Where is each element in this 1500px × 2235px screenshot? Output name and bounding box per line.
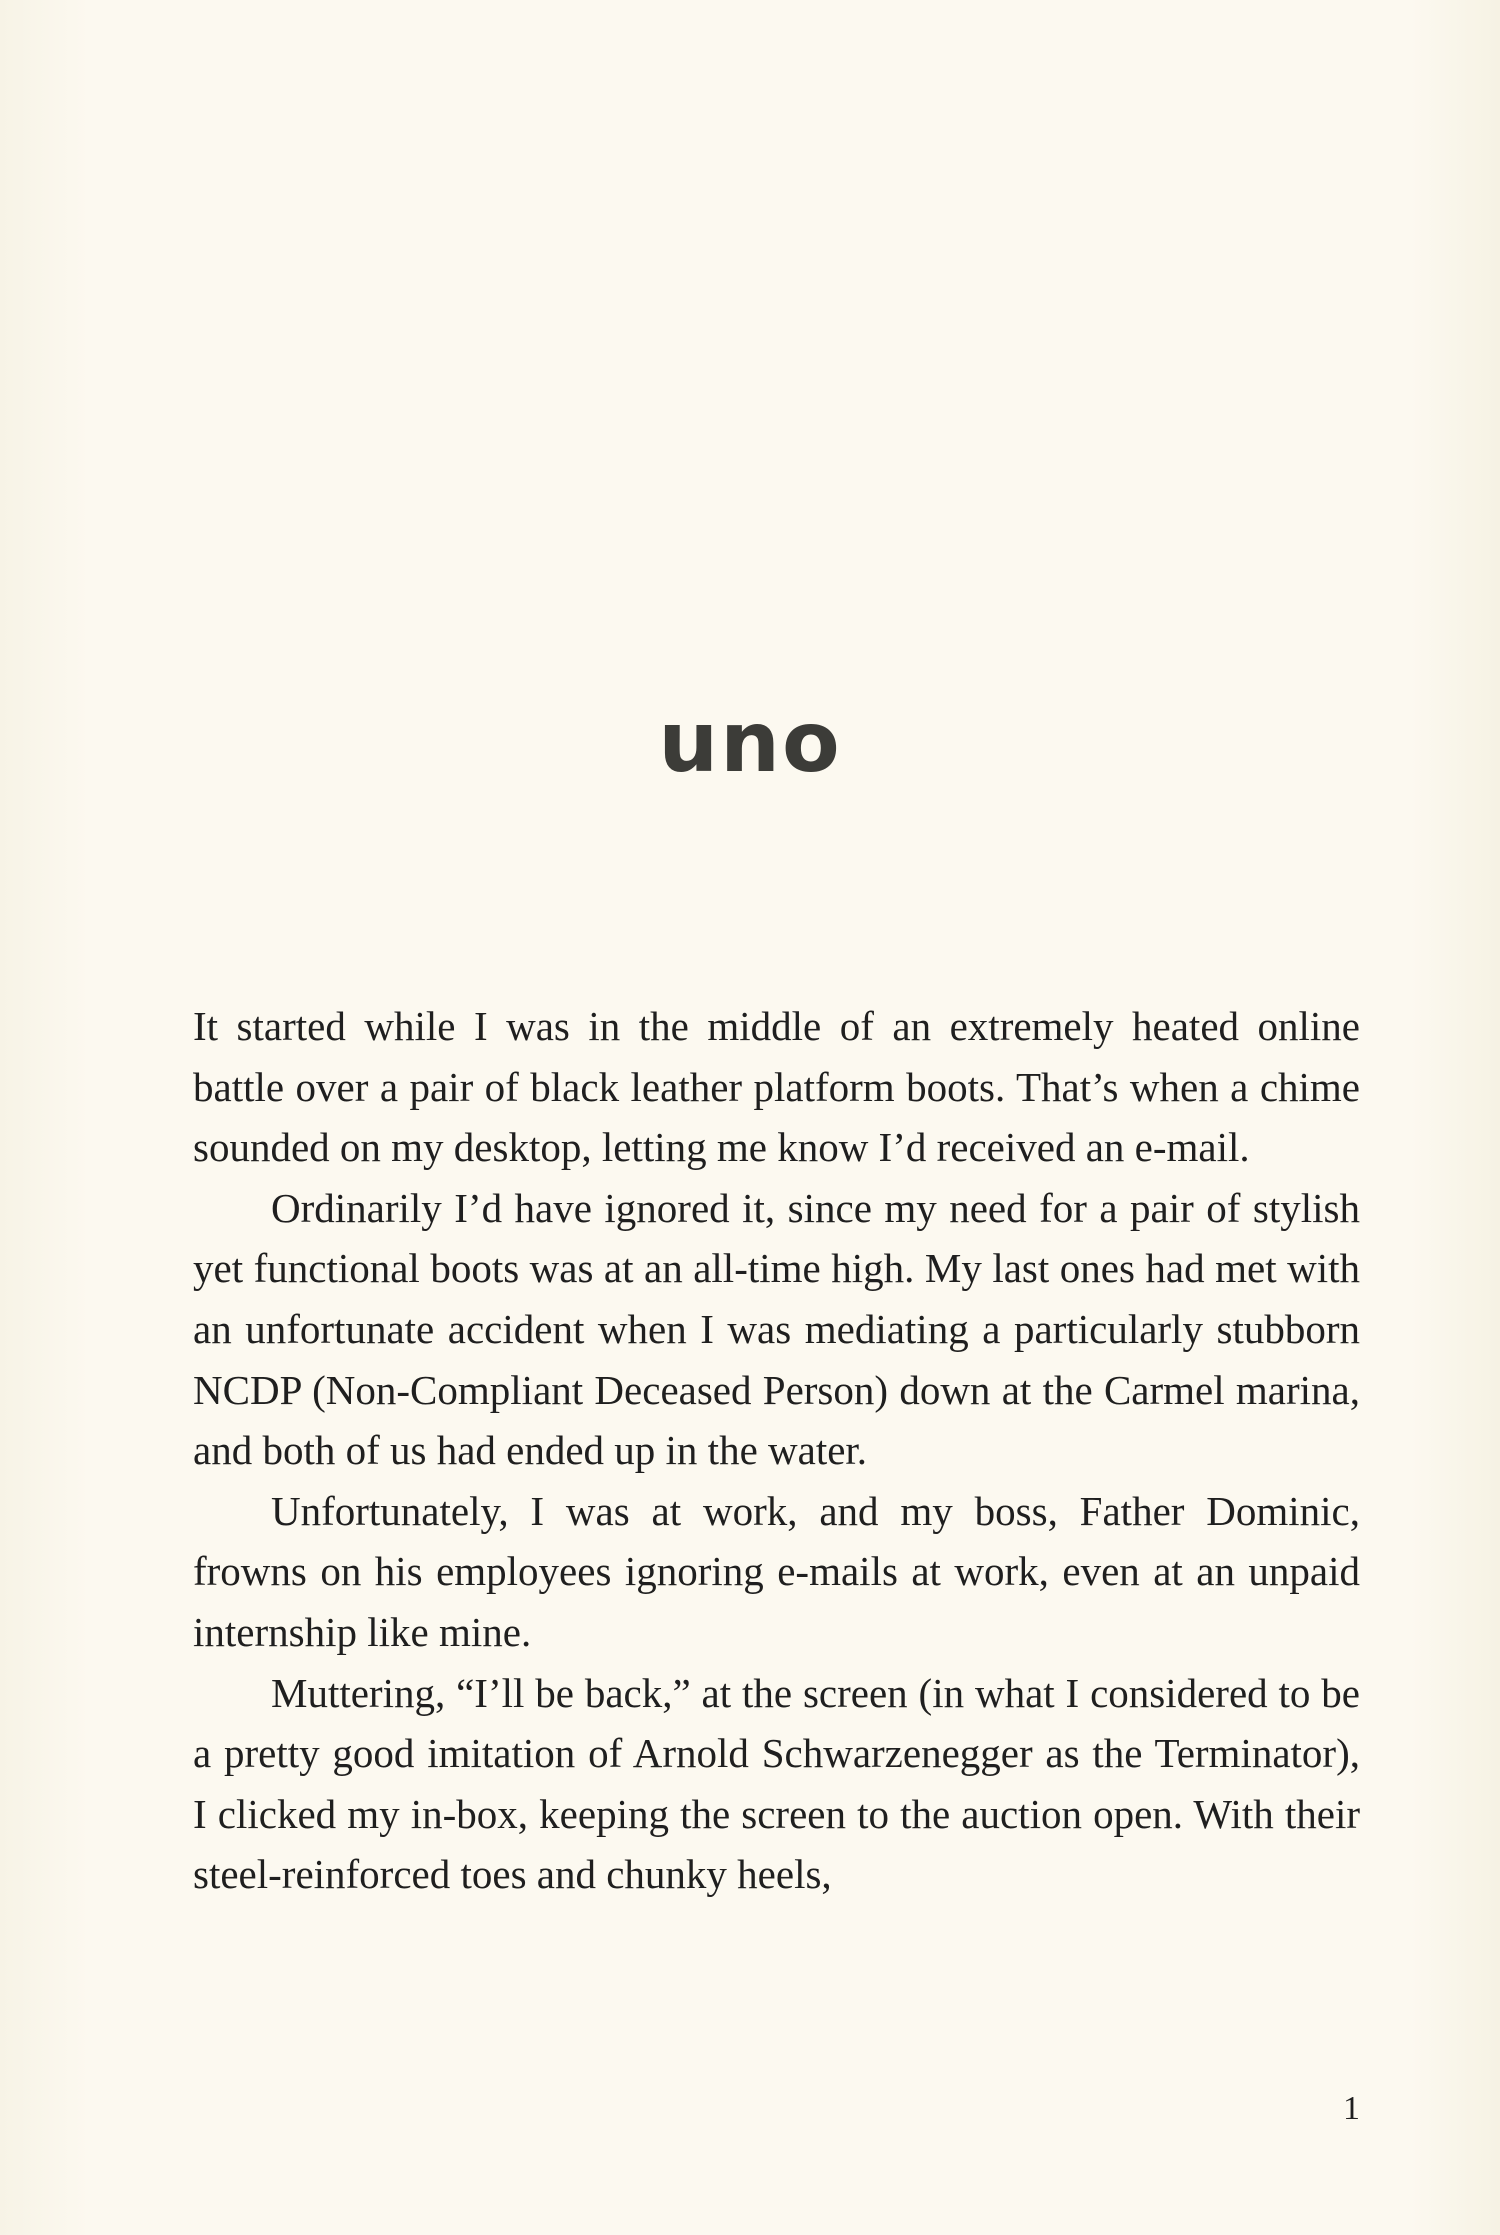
paragraph: Unfortunately, I was at work, and my boss, Father Dominic, frowns on his employees ignoring e-mails at work, even at an unpaid internship like mine. [193, 1487, 1360, 1655]
paragraph: Ordinarily I’d have ignored it, since my need for a pair of stylish yet functional boots was at an all-time high. My last ones had met with an unfortunate accident when I was mediating a particularly stubborn NCDP (Non-Compliant Deceased Person) down at the Carmel marina, and both of us had ended up in the water. [193, 1184, 1360, 1474]
paragraph: It started while I was in the middle of an extremely heated online battle over a pair of black leather platform boots. That’s when a chime sounded on my desktop, letting me know I’d received an e-mail. [193, 1003, 1360, 1171]
chapter-body [193, 996, 1360, 1905]
chapter-title: uno [658, 693, 842, 791]
paragraph: Muttering, “I’ll be back,” at the screen (in what I considered to be a pretty good imitation of Arnold Schwarzenegger as the Terminator), I clicked my in-box, keeping the screen to the auction open. With their steel-reinforced toes and chunky heels, [193, 1669, 1360, 1898]
page-number: 1 [1343, 2090, 1360, 2127]
